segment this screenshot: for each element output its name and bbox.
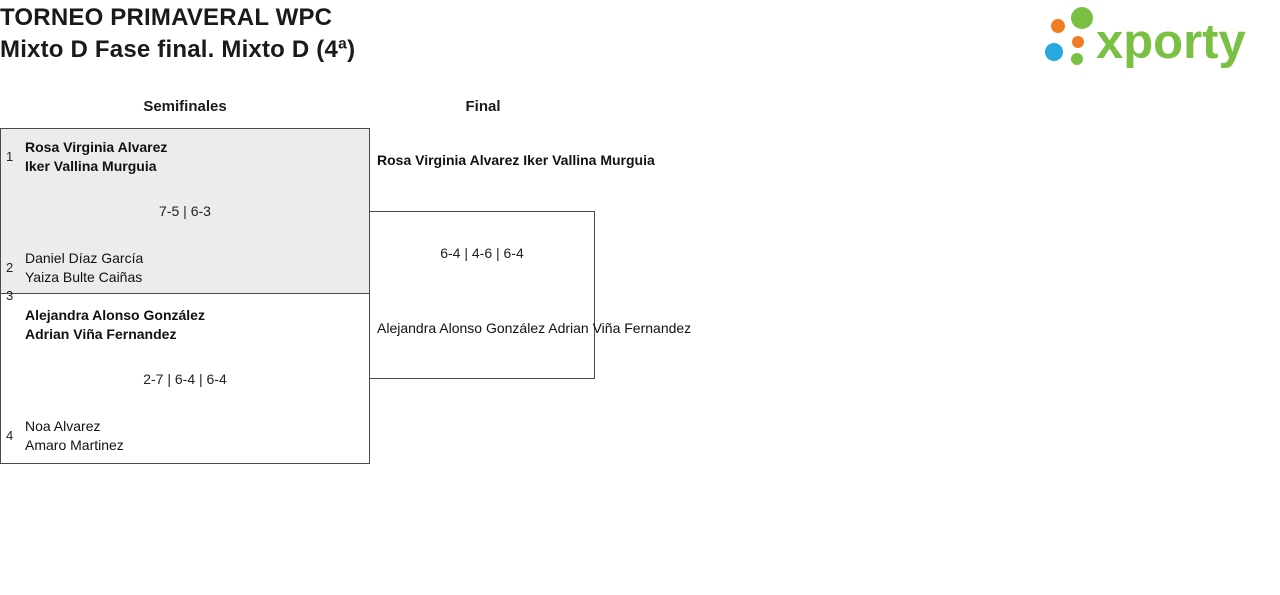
score-semifinal-2: 2-7 | 6-4 | 6-4 — [143, 371, 227, 387]
score-semifinal-1: 7-5 | 6-3 — [159, 203, 211, 219]
player-name: Adrian Viña Fernandez — [548, 320, 692, 336]
player-name: Rosa Virginia Alvarez — [25, 139, 168, 155]
player-name: Iker Vallina Murguia — [523, 152, 655, 168]
team-final-b — [377, 319, 691, 338]
player-name: Alejandra Alonso González — [377, 320, 546, 336]
tournament-subtitle: Mixto D Fase final. Mixto D (4ª) — [0, 36, 356, 63]
page-title — [0, 2, 355, 66]
seed-number: 2 — [6, 260, 14, 275]
team-semifinal-1-a — [25, 138, 167, 176]
seed-number: 4 — [6, 428, 14, 443]
player-name: Rosa Virginia Alvarez — [377, 152, 520, 168]
match-final[interactable] — [369, 211, 595, 379]
score-final: 6-4 | 4-6 | 6-4 — [440, 245, 524, 261]
player-name: Iker Vallina Murguia — [25, 158, 157, 174]
team-semifinal-1-b — [25, 249, 143, 287]
team-final-a — [377, 151, 655, 170]
seed-number: 1 — [6, 149, 14, 164]
player-name: Noa Alvarez — [25, 418, 101, 434]
tournament-name: TORNEO PRIMAVERAL WPC — [0, 4, 333, 31]
player-name: Yaiza Bulte Caiñas — [25, 269, 143, 285]
team-semifinal-2-b — [25, 417, 124, 455]
team-semifinal-2-a — [25, 306, 205, 344]
player-name: Alejandra Alonso González — [25, 307, 205, 323]
round-label-semifinals: Semifinales — [143, 98, 227, 115]
player-name: Adrian Viña Fernandez — [25, 326, 177, 342]
player-name: Amaro Martinez — [25, 437, 124, 453]
round-label-final: Final — [465, 98, 501, 115]
svg-text:xporty: xporty — [1096, 15, 1246, 68]
seed-number: 3 — [6, 288, 14, 303]
xporty-logo — [1044, 6, 1274, 68]
player-name: Daniel Díaz García — [25, 250, 144, 266]
